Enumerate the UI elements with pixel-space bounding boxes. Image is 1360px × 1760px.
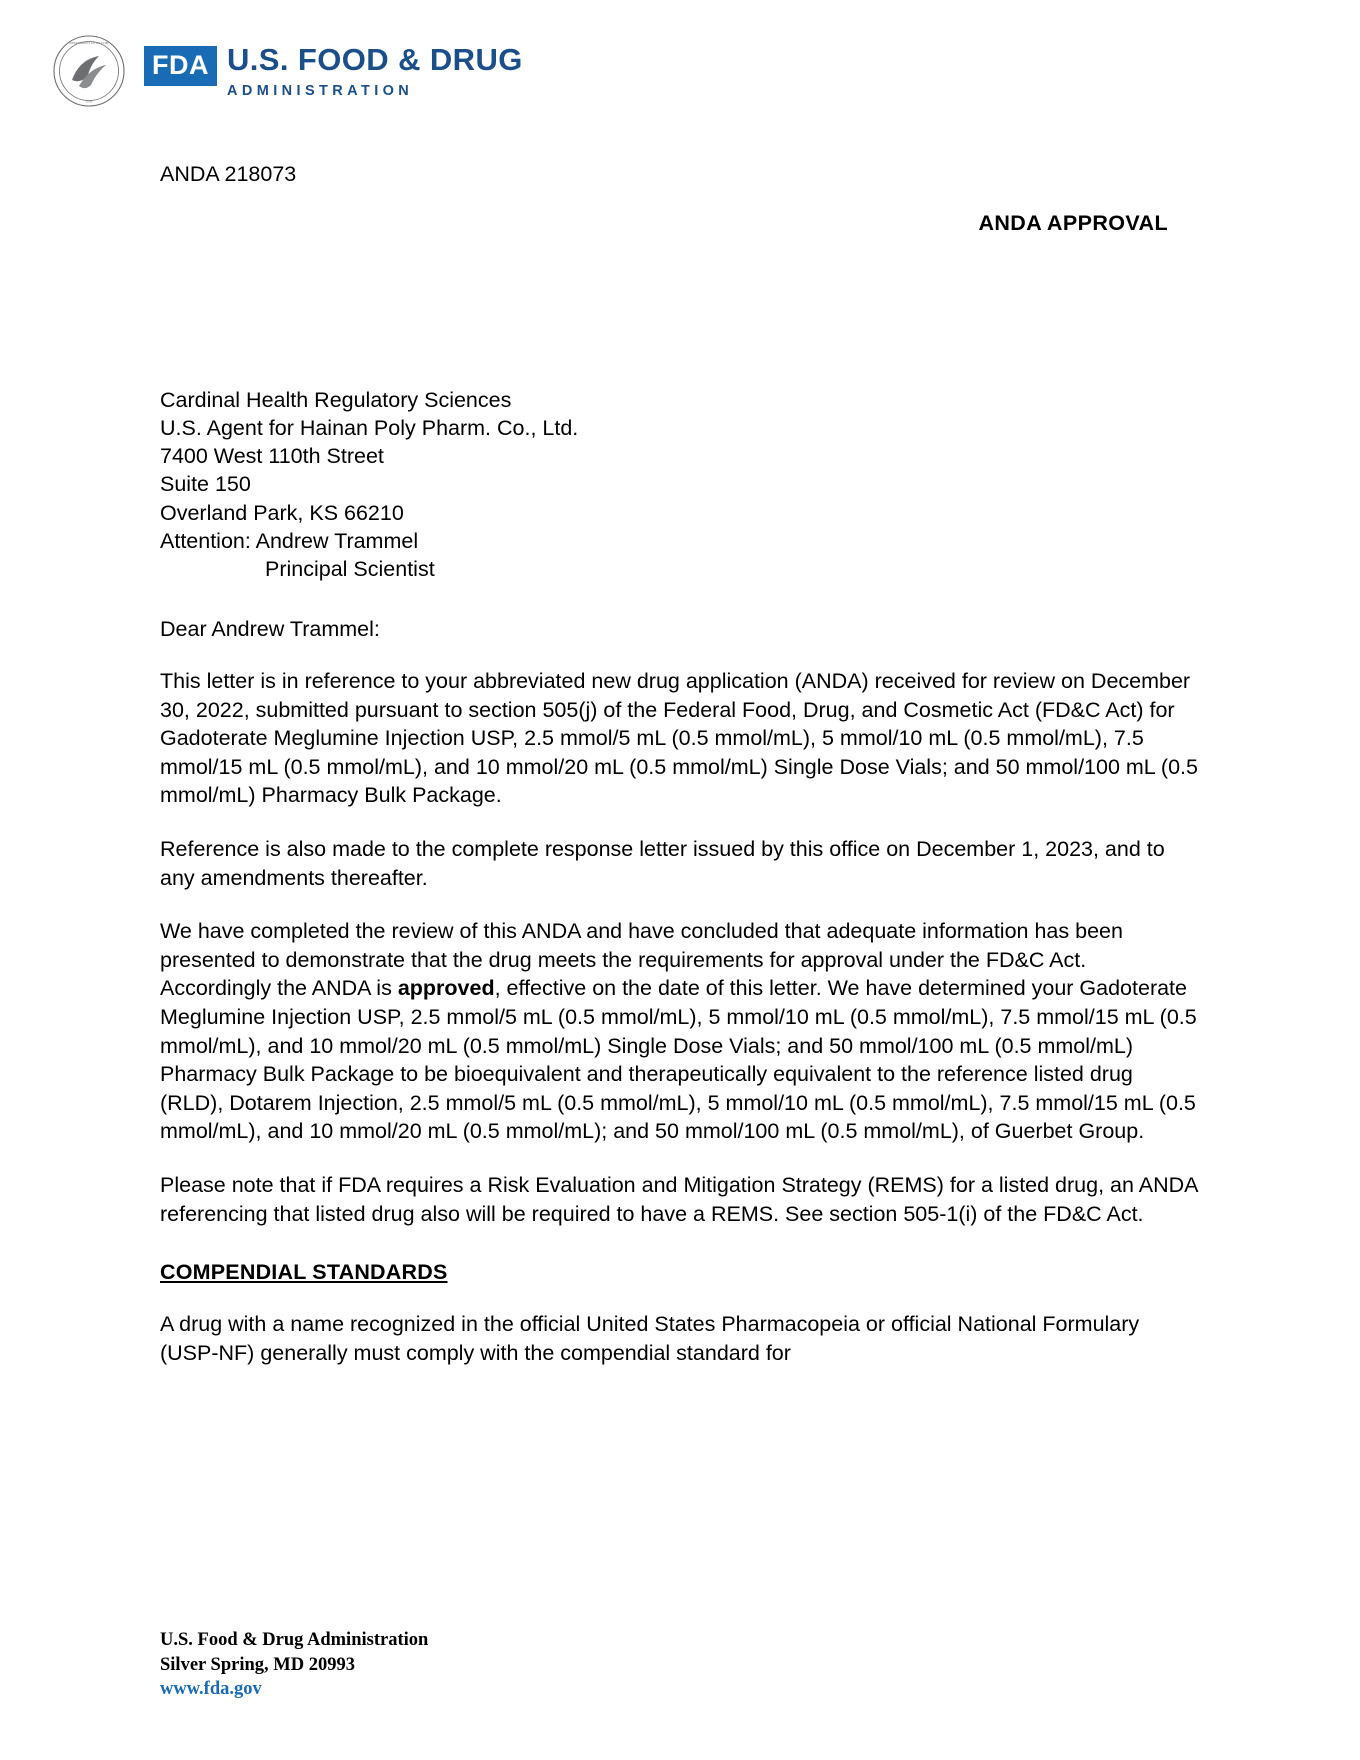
paragraph-5: A drug with a name recognized in the official United States Pharmacopeia or official National Formulary (USP-NF) generally must comply with the compendial standard for [160,1312,1140,1365]
address-line: 7400 West 110th Street [160,444,384,469]
approval-title-row [160,211,1200,236]
address-line: Suite 150 [160,472,251,497]
fda-badge: FDA [144,46,217,86]
footer-address: Silver Spring, MD 20993 [160,1654,355,1675]
address-line: U.S. Agent for Hainan Poly Pharm. Co., Ltd. [160,416,579,441]
fda-logo-title: U.S. FOOD & DRUG [227,41,523,77]
address-line: Overland Park, KS 66210 [160,500,404,525]
paragraph-2: Reference is also made to the complete response letter issued by this office on December 1, 2023, and to any amendments thereafter. [160,837,1165,890]
paragraph-1: This letter is in reference to your abbreviated new drug application (ANDA) received for review on December 30, 2022, submitted pursuant to section 505(j) of the Federal Food, Drug, and Cosmetic Act (FD&C Act) for Gadoterate Meglumine Injection USP, 2.5 mmol/5 mL (0.5 mmol/mL), 5 mmol/10 mL (0.5 mmol/mL), 7.5 mmol/15 mL (0.5 mmol/mL), and 10 mmol/20 mL (0.5 mmol/mL) Single Dose Vials; and 50 mmol/100 mL (0.5 mmol/mL) Pharmacy Bulk Package. [160,669,1198,808]
letterhead [52,34,523,108]
page-footer [160,1628,428,1702]
recipient-address [160,386,1200,583]
section-heading-compendial-standards: COMPENDIAL STANDARDS [160,1260,448,1285]
footer-website-link[interactable]: www.fda.gov [160,1679,262,1700]
approval-title: ANDA APPROVAL [978,211,1168,236]
anda-number: ANDA 218073 [160,162,297,186]
paragraph-3-part2: , effective on the date of this letter. We have determined your Gadoterate Meglumine Injection USP, 2.5 mmol/5 mL (0.5 mmol/mL), 5 mmol/10 mL (0.5 mmol/mL), 7.5 mmol/15 mL (0.5 mmol/mL), and 10 mmol/20 mL (0.5 mmol/mL) Single Dose Vials; and 50 mmol/100 mL (0.5 mmol/mL) Pharmacy Bulk Package to be bioequivalent and therapeutically equivalent to the reference listed drug (RLD), Dotarem Injection, 2.5 mmol/5 mL (0.5 mmol/mL), 5 mmol/10 mL (0.5 mmol/mL), 7.5 mmol/15 mL (0.5 mmol/mL), and 10 mmol/20 mL (0.5 mmol/mL); and 50 mmol/100 mL (0.5 mmol/mL), of Guerbet Group. [160,976,1197,1144]
fda-logo-subtitle: ADMINISTRATION [227,82,414,99]
hhs-seal-icon [52,34,126,108]
svg-text:USA: USA [85,99,93,104]
footer-agency: U.S. Food & Drug Administration [160,1630,429,1651]
fda-logo [144,41,523,99]
address-line: Attention: Andrew Trammel [160,528,419,553]
salutation: Dear Andrew Trammel: [160,617,380,642]
address-line: Cardinal Health Regulatory Sciences [160,388,512,413]
svg-text:DEPARTMENT OF HEALTH: DEPARTMENT OF HEALTH [69,41,109,45]
paragraph-3-part1: We have completed the review of this ANDA and have concluded that adequate information has been presented to demonstrate that the drug meets the requirements for approval under the FD&C Act. Accordingly the ANDA is [160,919,1123,1001]
letter-body [160,160,1200,1367]
address-title-line: Principal Scientist [265,556,435,581]
paragraph-3 [160,917,1200,1146]
paragraph-4: Please note that if FDA requires a Risk Evaluation and Mitigation Strategy (REMS) for a listed drug, an ANDA referencing that listed drug also will be required to have a REMS. See section 505-1(i) of the FD&C Act. [160,1173,1198,1226]
approved-emphasis: approved [397,976,495,1001]
